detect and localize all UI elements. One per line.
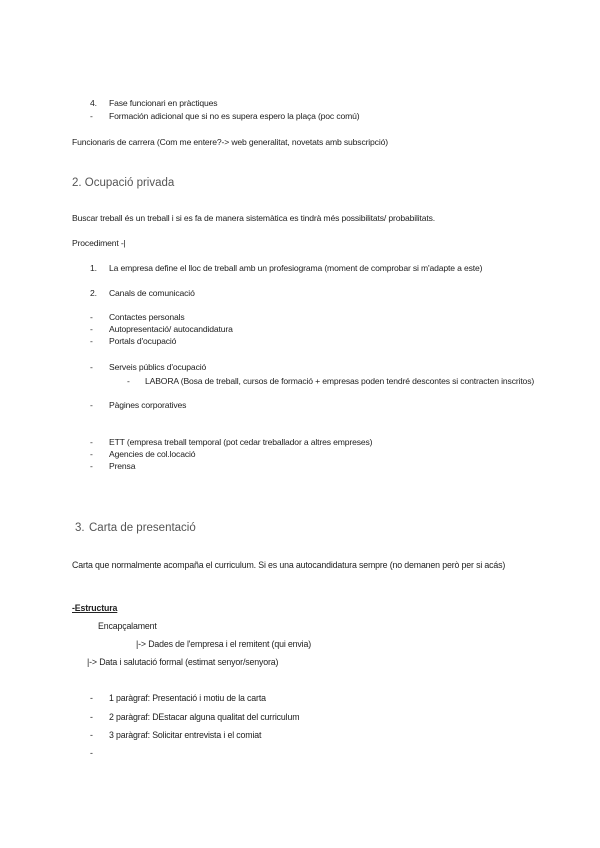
paragraph: Carta que normalmente acompaña el curriculum. Si es una autocandidatura sempre (no demanen però per si acás) — [72, 560, 506, 570]
structure-subitem: |-> Dades de l'empresa i el remitent (qui envia) — [136, 639, 311, 649]
list-number: 1. — [90, 263, 97, 273]
list-dash: - — [90, 461, 93, 471]
list-item: Serveis públics d'ocupació — [109, 362, 207, 372]
structure-item: Encapçalament — [98, 621, 157, 631]
list-item: Canals de comunicació — [109, 288, 195, 298]
list-dash: - — [90, 437, 93, 447]
paragraph: Funcionaris de carrera (Com me entere?-> web generalitat, novetats amb subscripció) — [72, 137, 388, 147]
list-dash: - — [90, 312, 93, 322]
list-item: 3 paràgraf: Solicitar entrevista i el comiat — [109, 730, 262, 740]
list-dash: - — [90, 400, 93, 410]
structure-subitem: |-> Data i salutació formal (estimat senyor/senyora) — [87, 657, 279, 667]
list-item: Fase funcionari en pràctiques — [109, 98, 218, 108]
list-number: 4. — [90, 98, 97, 108]
section-heading: Carta de presentació — [89, 522, 196, 534]
sublist-dash: - — [127, 376, 130, 386]
list-item: La empresa define el lloc de treball amb un profesiograma (moment de comprobar si m'adapte a este) — [109, 263, 483, 273]
list-item: 1 paràgraf: Presentació i motiu de la carta — [109, 693, 266, 703]
list-dash: - — [90, 693, 93, 703]
list-item: 2 paràgraf: DEstacar alguna qualitat del curriculum — [109, 712, 300, 722]
list-dash: - — [90, 748, 93, 758]
list-item: ETT (empresa treball temporal (pot cedar treballador a altres empreses) — [109, 437, 373, 447]
list-number: 2. — [90, 288, 97, 298]
paragraph: Buscar treball és un treball i si es fa de manera sistemàtica es tindrà més possibilitats/ probabilitats. — [72, 213, 436, 223]
paragraph: Procediment -| — [72, 238, 126, 248]
list-dash: - — [90, 111, 93, 121]
list-item: Portals d'ocupació — [109, 336, 177, 346]
list-dash: - — [90, 712, 93, 722]
section-heading-number: 3. — [75, 522, 85, 534]
list-item: Autopresentació/ autocandidatura — [109, 324, 233, 334]
list-dash: - — [90, 362, 93, 372]
list-dash: - — [90, 324, 93, 334]
section-heading: 2. Ocupació privada — [72, 177, 175, 189]
list-dash: - — [90, 730, 93, 740]
list-item: Agencies de col.locació — [109, 449, 196, 459]
list-dash: - — [90, 336, 93, 346]
list-item: Pàgines corporatives — [109, 400, 187, 410]
list-item: Formación adicional que si no es supera espero la plaça (poc comú) — [109, 111, 360, 121]
list-item: Contactes personals — [109, 312, 185, 322]
list-item: Prensa — [109, 461, 136, 471]
list-dash: - — [90, 449, 93, 459]
structure-heading: -Estructura — [72, 603, 118, 613]
sublist-item: LABORA (Bosa de treball, cursos de formació + empresas poden tendré descontes si contracten inscritos) — [145, 376, 535, 386]
